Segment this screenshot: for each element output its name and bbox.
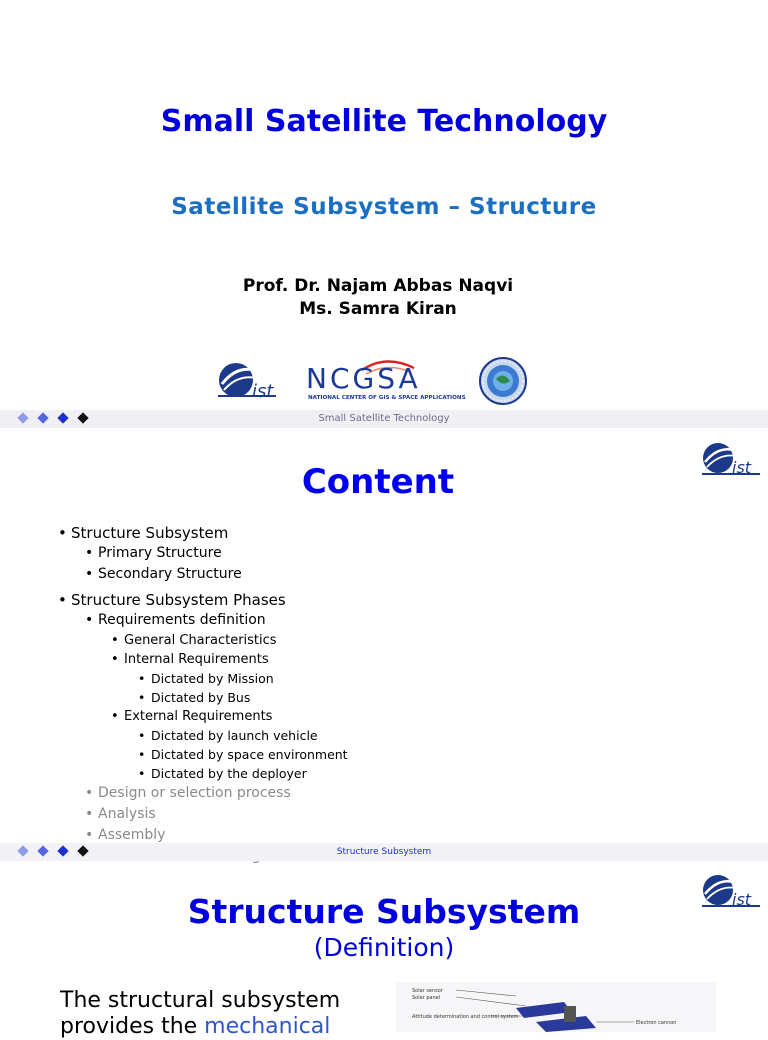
ist-logo-text: ist xyxy=(252,381,274,402)
satellite-diagram xyxy=(396,982,716,1032)
bullet-item-level-2 xyxy=(85,827,165,843)
bullet-item-level-1 xyxy=(58,591,286,609)
bullet-text: Internal Requirements xyxy=(124,652,269,667)
footer-bar xyxy=(0,843,768,861)
bullet-item-level-2 xyxy=(85,785,291,801)
svg-text:Attitude determination and con: Attitude determination and control system xyxy=(412,1014,519,1020)
bullet-item-level-4 xyxy=(138,671,274,686)
bullet-text: Primary Structure xyxy=(98,545,222,561)
bullet-item-level-3 xyxy=(111,633,277,648)
bullet-dot-icon: • xyxy=(85,806,94,822)
bullet-text: Dictated by Bus xyxy=(151,690,251,705)
footer-text: Structure Subsystem xyxy=(336,847,432,857)
content-bullet-list xyxy=(0,432,768,864)
bullet-text: Requirements definition xyxy=(98,612,266,628)
bullet-item-level-4 xyxy=(138,690,250,705)
svg-text:Solar panel: Solar panel xyxy=(412,995,441,1001)
bullet-dot-icon: • xyxy=(111,652,119,667)
ncgsa-tagline: NATIONAL CENTER OF GIS & SPACE APPLICATIONS xyxy=(308,395,466,401)
bullet-dot-icon: • xyxy=(85,785,94,801)
bullet-dot-icon: • xyxy=(58,591,67,609)
presentation-subtitle: Satellite Subsystem – Structure xyxy=(171,194,597,220)
bullet-text: Analysis xyxy=(98,806,156,822)
bullet-dot-icon: • xyxy=(138,747,146,762)
bullet-dot-icon: • xyxy=(111,709,119,724)
definition-line-2: provides the mechanical xyxy=(60,1014,331,1039)
bullet-item-level-1 xyxy=(58,524,228,542)
bullet-item-level-4 xyxy=(138,766,307,781)
definition-line-1: The structural subsystem xyxy=(60,988,341,1013)
footer-bar xyxy=(0,410,768,428)
bullet-text: Structure Subsystem Phases xyxy=(71,591,286,609)
bullet-item-level-3 xyxy=(111,709,272,724)
bullet-text: Dictated by space environment xyxy=(151,747,348,762)
content-slide xyxy=(0,432,768,864)
svg-text:Solar sensor: Solar sensor xyxy=(412,988,443,994)
ncgsa-logo-icon xyxy=(306,356,466,404)
bullet-dot-icon: • xyxy=(58,524,67,542)
bullet-text: Secondary Structure xyxy=(98,566,242,582)
bullet-item-level-4 xyxy=(138,747,348,762)
emblem-seal-icon xyxy=(476,357,530,405)
bullet-dot-icon: • xyxy=(138,766,146,781)
bullet-text: External Requirements xyxy=(124,709,273,724)
bullet-dot-icon: • xyxy=(111,633,119,648)
definition-slide xyxy=(0,864,768,1039)
definition-text xyxy=(60,988,380,1040)
bullet-text: Dictated by the deployer xyxy=(151,766,307,781)
bullet-text: Dictated by Mission xyxy=(151,671,274,686)
author-secondary: Ms. Samra Kiran xyxy=(299,299,457,319)
logo-row xyxy=(0,354,768,410)
bullet-dot-icon: • xyxy=(85,566,94,582)
bullet-text: Design or selection process xyxy=(98,785,291,801)
bullet-dot-icon: • xyxy=(138,690,146,705)
ist-logo-icon xyxy=(216,360,288,402)
bullet-dot-icon: • xyxy=(85,827,94,843)
bullet-text: General Characteristics xyxy=(124,633,277,648)
svg-text:ist: ist xyxy=(732,890,752,909)
bullet-item-level-3 xyxy=(111,652,269,667)
svg-text:ist: ist xyxy=(732,458,752,477)
slide-subtitle: (Definition) xyxy=(313,933,455,962)
bullet-text: Assembly xyxy=(98,827,166,843)
bullet-item-level-2 xyxy=(85,806,156,822)
bullet-item-level-2 xyxy=(85,612,266,628)
presentation-title: Small Satellite Technology xyxy=(160,104,608,139)
bullet-dot-icon: • xyxy=(138,671,146,686)
bullet-text: Structure Subsystem xyxy=(71,524,229,542)
bullet-dot-icon: • xyxy=(138,728,146,743)
author-primary: Prof. Dr. Najam Abbas Naqvi xyxy=(242,276,514,296)
bullet-item-level-2 xyxy=(85,545,222,561)
bullet-item-level-2 xyxy=(85,566,242,582)
ncgsa-logo-text: NCGSA xyxy=(306,362,421,395)
footer-text: Small Satellite Technology xyxy=(318,413,450,424)
svg-text:Electron cannon: Electron cannon xyxy=(636,1020,677,1026)
bullet-dot-icon: • xyxy=(85,612,94,628)
slide-title: Content xyxy=(301,462,455,502)
slide-title: Structure Subsystem xyxy=(187,892,581,931)
bullet-dot-icon: • xyxy=(85,545,94,561)
bullet-item-level-4 xyxy=(138,728,318,743)
title-slide xyxy=(0,0,768,432)
bullet-text: Dictated by launch vehicle xyxy=(151,728,318,743)
